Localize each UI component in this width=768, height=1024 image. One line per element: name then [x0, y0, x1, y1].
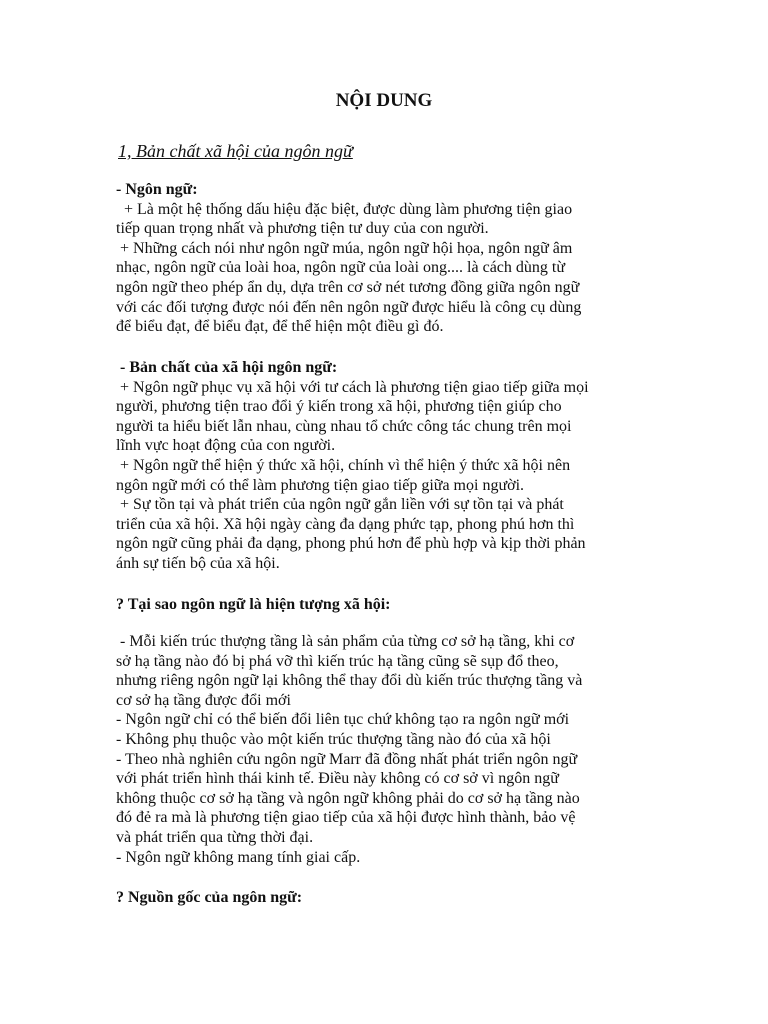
paragraph-line: ngôn ngữ cũng phải đa dạng, phong phú hơn để phù hợp và kịp thời phản [116, 535, 586, 553]
section-tai-sao [116, 595, 656, 615]
paragraph-line: sở hạ tầng nào đó bị phá vỡ thì kiến trúc hạ tầng cũng sẽ sụp đổ theo, [116, 652, 559, 670]
section-heading: ? Tại sao ngôn ngữ là hiện tượng xã hội: [116, 596, 391, 613]
paragraph-line: tiếp quan trọng nhất và phương tiện tư duy của con người. [116, 220, 489, 238]
paragraph-line: người ta hiểu biết lẫn nhau, cùng nhau tổ chức công tác chung trên mọi [116, 417, 572, 435]
paragraph-line: + Là một hệ thống dấu hiệu đặc biệt, được dùng làm phương tiện giao [116, 200, 573, 218]
paragraph-line: với các đối tượng được nói đến nên ngôn ngữ được hiểu là công cụ dùng [116, 298, 582, 316]
paragraph-line: để biểu đạt, để biểu đạt, để thể hiện một điều gì đó. [116, 318, 444, 336]
paragraph-line: triển của xã hội. Xã hội ngày càng đa dạng phức tạp, phong phú hơn thì [116, 515, 575, 533]
paragraph-line: - Không phụ thuộc vào một kiến trúc thượng tầng nào đó của xã hội [116, 730, 551, 748]
paragraph-line: với phát triển hình thái kinh tế. Điều này không có cơ sở vì ngôn ngữ [116, 770, 559, 788]
paragraph-line: + Những cách nói như ngôn ngữ múa, ngôn ngữ hội họa, ngôn ngữ âm [116, 239, 573, 257]
paragraph-line: - Mỗi kiến trúc thượng tầng là sản phẩm của từng cơ sở hạ tầng, khi cơ [116, 633, 575, 650]
section-heading: - Ngôn ngữ: [116, 181, 198, 198]
paragraph-line: - Ngôn ngữ chỉ có thể biến đổi liên tục chứ không tạo ra ngôn ngữ mới [116, 711, 570, 729]
paragraph-line: + Ngôn ngữ thể hiện ý thức xã hội, chính vì thể hiện ý thức xã hội nên [116, 456, 571, 474]
paragraph-line: + Ngôn ngữ phục vụ xã hội với tư cách là phương tiện giao tiếp giữa mọi [116, 378, 589, 396]
paragraph-line: lĩnh vực hoạt động của con người. [116, 437, 336, 455]
paragraph-line: đó đẻ ra mà là phương tiện giao tiếp của xã hội được hình thành, bảo vệ [116, 809, 576, 827]
section-heading: ? Nguồn gốc của ngôn ngữ: [116, 889, 303, 906]
paragraph-line: ngôn ngữ theo phép ẩn dụ, dựa trên cơ sở nét tương đồng giữa ngôn ngữ [116, 278, 580, 296]
paragraph-line: - Theo nhà nghiên cứu ngôn ngữ Marr đã đồng nhất phát triển ngôn ngữ [116, 750, 578, 768]
paragraph-line: nhạc, ngôn ngữ của loài hoa, ngôn ngữ của loài ong.... là cách dùng từ [116, 259, 566, 277]
section-ngon-ngu [116, 180, 656, 337]
section-heading: - Bản chất của xã hội ngôn ngữ: [116, 359, 338, 376]
paragraph-line: ngôn ngữ mới có thể làm phương tiện giao tiếp giữa mọi người. [116, 476, 525, 494]
paragraph-line: không thuộc cơ sở hạ tầng và ngôn ngữ không phải do cơ sở hạ tầng nào [116, 789, 580, 807]
paragraph-line: - Ngôn ngữ không mang tính giai cấp. [116, 848, 361, 866]
section-nguon-goc [116, 888, 656, 908]
paragraph-line: người, phương tiện trao đổi ý kiến trong xã hội, phương tiện giúp cho [116, 398, 562, 416]
page-title: NỘI DUNG [335, 90, 433, 111]
paragraph-line: ánh sự tiến bộ của xã hội. [116, 554, 280, 572]
section-tai-sao-body [116, 632, 656, 867]
paragraph-line: và phát triển qua từng thời đại. [116, 828, 314, 846]
paragraph-line: + Sự tồn tại và phát triển của ngôn ngữ gắn liền với sự tồn tại và phát [116, 496, 564, 514]
paragraph-line: nhưng riêng ngôn ngữ lại không thể thay đổi dù kiến trúc thượng tầng và [116, 672, 583, 690]
section-ban-chat [116, 358, 656, 574]
paragraph-line: cơ sở hạ tầng được đổi mới [116, 691, 291, 709]
section-subtitle: 1, Bản chất xã hội của ngôn ngữ [118, 141, 353, 161]
